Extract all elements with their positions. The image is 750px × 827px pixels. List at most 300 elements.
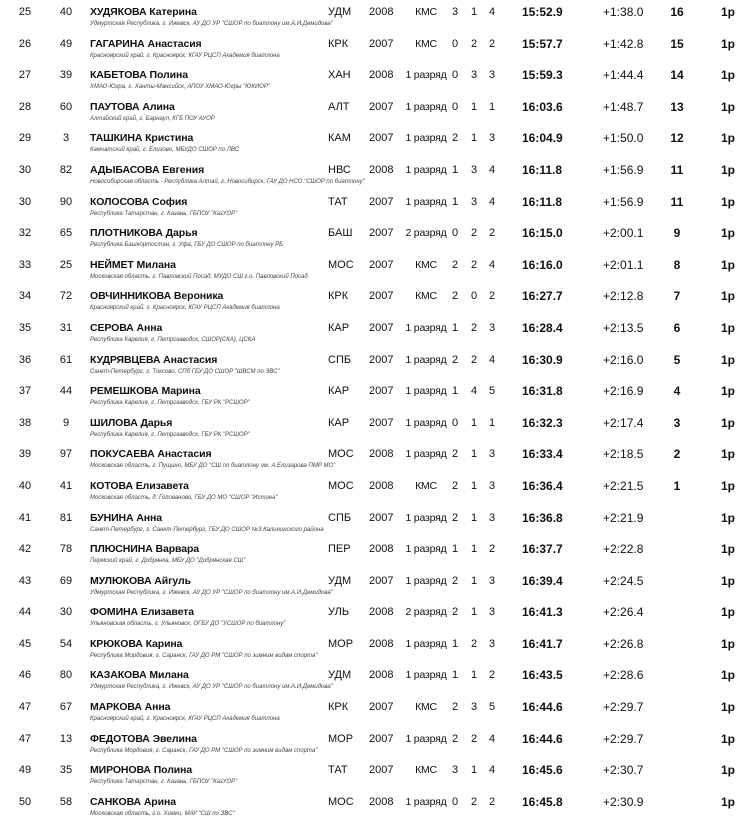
time-gap: +1:56.9 (603, 194, 644, 209)
bib-number: 41 (59, 479, 73, 492)
time-gap: +1:48.7 (603, 99, 644, 114)
bib-number: 65 (59, 227, 73, 240)
athlete-name: ХУДЯКОВА Катерина (90, 6, 197, 18)
sport-category: 1 разряд (405, 637, 447, 650)
table-row (0, 190, 750, 222)
shooting-total: 4 (488, 353, 496, 366)
sport-category: 1 разряд (405, 574, 447, 587)
birth-year: 2007 (369, 353, 394, 366)
time-gap: +2:29.7 (603, 700, 644, 715)
achieved-rank: 1р (720, 731, 735, 746)
achieved-rank: 1р (720, 636, 735, 651)
finish-time: 16:16.0 (522, 257, 563, 272)
shooting-total: 3 (488, 606, 496, 619)
bib-number: 81 (59, 511, 73, 524)
sport-category: КМС (415, 258, 437, 271)
region-code: МОС (328, 448, 354, 461)
region-code: УДМ (328, 669, 352, 682)
achieved-rank: 1р (720, 763, 735, 778)
table-row (0, 348, 750, 380)
time-gap: +2:16.9 (603, 384, 644, 399)
club-info: Удмуртская Республика, г. Ижевск, АУ ДО УР "СШОР по биатлону им.А.И.Демидова" (90, 21, 333, 27)
club-info: Санкт-Петербург, г. Токсово, СПб ГБУ ДО СШОР "ШВСМ по ЗВС" (90, 368, 280, 375)
sport-category: КМС (415, 479, 437, 492)
athlete-name: САНКОВА Арина (90, 795, 176, 808)
shooting-total: 3 (488, 132, 496, 145)
sport-category: 1 разряд (405, 511, 447, 524)
club-info: Санкт-Петербург, г. Санкт-Петербург, ГБУ ДО СШОР №3 Калининского района (90, 526, 324, 533)
points: 1 (673, 478, 681, 493)
region-code: БАШ (328, 227, 353, 240)
achieved-rank: 1р (720, 257, 735, 272)
finish-time: 16:44.6 (522, 731, 563, 746)
points: 14 (670, 68, 684, 83)
sport-category: 1 разряд (405, 448, 447, 461)
shooting-prone: 0 (451, 227, 459, 240)
athlete-name: БУНИНА Анна (90, 511, 163, 524)
achieved-rank: 1р (720, 478, 735, 493)
points: 9 (673, 226, 681, 241)
club-info: Республика Карелия, г. Петрозаводск, ГБУ РК "РСШОР" (90, 400, 250, 407)
shooting-prone: 2 (451, 448, 459, 461)
points: 7 (673, 289, 681, 304)
finish-time: 15:52.9 (522, 5, 563, 19)
shooting-prone: 1 (451, 543, 459, 556)
shooting-standing: 1 (470, 479, 478, 492)
achieved-rank: 1р (720, 99, 735, 114)
shooting-standing: 1 (470, 764, 478, 777)
bib-number: 54 (59, 637, 73, 650)
bib-number: 97 (59, 448, 73, 461)
shooting-prone: 2 (451, 574, 459, 587)
achieved-rank: 1р (720, 510, 735, 525)
athlete-name: АДЫБАСОВА Евгения (90, 163, 205, 176)
table-row (0, 316, 750, 348)
sport-category: 1 разряд (405, 669, 447, 682)
shooting-total: 3 (488, 321, 496, 334)
birth-year: 2007 (369, 258, 394, 271)
place: 39 (18, 448, 32, 461)
athlete-name: СЕРОВА Анна (90, 321, 163, 334)
shooting-prone: 2 (451, 258, 459, 271)
time-gap: +2:18.5 (603, 447, 644, 462)
table-row (0, 284, 750, 316)
achieved-rank: 1р (720, 68, 735, 83)
table-row (0, 126, 750, 158)
table-row (0, 63, 750, 95)
club-info: Республика Татарстан, г. Казань, ГБПОУ "КазУОР" (90, 779, 238, 786)
birth-year: 2007 (369, 574, 394, 587)
time-gap: +2:22.8 (603, 542, 644, 557)
time-gap: +1:50.0 (603, 131, 644, 146)
shooting-prone: 0 (451, 416, 459, 429)
shooting-standing: 3 (470, 69, 478, 82)
finish-time: 15:59.3 (522, 68, 563, 83)
place: 30 (18, 195, 32, 208)
birth-year: 2007 (369, 290, 394, 303)
sport-category: 2 разряд (405, 606, 447, 619)
sport-category: 1 разряд (405, 795, 447, 808)
table-row (0, 758, 750, 790)
region-code: ХАН (328, 69, 351, 82)
points: 3 (673, 415, 681, 430)
birth-year: 2008 (369, 163, 394, 176)
athlete-name: МУЛЮКОВА Айгуль (90, 574, 191, 587)
achieved-rank: 1р (720, 162, 735, 177)
bib-number: 58 (59, 795, 73, 808)
place: 38 (18, 416, 32, 429)
club-info: ХМАО-Югра, г. Ханты-Мансийск, АПОУ ХМАО-Югры "ЮКИОР" (90, 84, 271, 91)
sport-category: КМС (415, 701, 437, 714)
place: 32 (18, 227, 32, 240)
birth-year: 2007 (369, 132, 394, 145)
shooting-total: 4 (488, 6, 496, 18)
time-gap: +2:16.0 (603, 352, 644, 367)
shooting-total: 3 (488, 448, 496, 461)
shooting-prone: 1 (451, 321, 459, 334)
shooting-total: 4 (488, 195, 496, 208)
sport-category: 1 разряд (405, 100, 447, 113)
points: 8 (673, 257, 681, 272)
bib-number: 49 (59, 37, 73, 50)
shooting-prone: 1 (451, 637, 459, 650)
finish-time: 16:41.3 (522, 605, 563, 620)
region-code: КРК (328, 701, 349, 714)
club-info: Республика Мордовия, г. Саранск, ГАУ ДО РМ "СШОР по зимним видам спорта" (90, 652, 318, 659)
club-info: Республика Карелия, г. Петрозаводск, ГБУ РК "РСШОР" (90, 431, 250, 438)
achieved-rank: 1р (720, 573, 735, 588)
region-code: МОР (328, 732, 354, 745)
table-row (0, 474, 750, 506)
bib-number: 67 (59, 701, 73, 714)
shooting-standing: 3 (470, 701, 478, 714)
bib-number: 82 (59, 163, 73, 176)
shooting-prone: 2 (451, 732, 459, 745)
birth-year: 2007 (369, 732, 394, 745)
finish-time: 16:11.8 (522, 194, 563, 209)
finish-time: 16:04.9 (522, 131, 563, 146)
birth-year: 2008 (369, 795, 394, 808)
place: 42 (18, 543, 32, 556)
shooting-total: 3 (488, 479, 496, 492)
time-gap: +1:38.0 (603, 5, 644, 19)
time-gap: +1:44.4 (603, 68, 644, 83)
finish-time: 16:32.3 (522, 415, 563, 430)
table-row (0, 727, 750, 759)
bib-number: 78 (59, 543, 73, 556)
place: 30 (18, 163, 32, 176)
shooting-prone: 2 (451, 132, 459, 145)
time-gap: +1:56.9 (603, 162, 644, 177)
shooting-total: 2 (488, 795, 496, 808)
finish-time: 16:03.6 (522, 99, 563, 114)
bib-number: 13 (59, 732, 73, 745)
shooting-prone: 2 (451, 353, 459, 366)
shooting-prone: 0 (451, 37, 459, 50)
time-gap: +2:30.9 (603, 794, 644, 809)
time-gap: +2:29.7 (603, 731, 644, 746)
shooting-prone: 1 (451, 163, 459, 176)
place: 25 (18, 6, 32, 18)
finish-time: 16:15.0 (522, 226, 563, 241)
shooting-standing: 1 (470, 511, 478, 524)
finish-time: 16:11.8 (522, 162, 563, 177)
region-code: УЛЬ (328, 606, 350, 619)
athlete-name: ПЛЮСНИНА Варвара (90, 543, 200, 556)
achieved-rank: 1р (720, 384, 735, 399)
birth-year: 2008 (369, 637, 394, 650)
table-row (0, 253, 750, 285)
finish-time: 16:28.4 (522, 320, 563, 335)
birth-year: 2008 (369, 543, 394, 556)
sport-category: 1 разряд (405, 543, 447, 556)
shooting-standing: 2 (470, 795, 478, 808)
birth-year: 2008 (369, 6, 394, 18)
achieved-rank: 1р (720, 320, 735, 335)
bib-number: 60 (59, 100, 73, 113)
place: 50 (18, 795, 32, 808)
region-code: СПБ (328, 353, 352, 366)
place: 37 (18, 385, 32, 398)
athlete-name: НЕЙМЕТ Милана (90, 258, 176, 271)
time-gap: +2:00.1 (603, 226, 644, 241)
birth-year: 2008 (369, 606, 394, 619)
shooting-standing: 1 (470, 606, 478, 619)
time-gap: +2:24.5 (603, 573, 644, 588)
place: 33 (18, 258, 32, 271)
region-code: АЛТ (328, 100, 350, 113)
sport-category: 2 разряд (405, 227, 447, 240)
table-row (0, 158, 750, 190)
shooting-total: 4 (488, 163, 496, 176)
sport-category: 1 разряд (405, 195, 447, 208)
table-row (0, 32, 750, 64)
athlete-name: КАЗАКОВА Милана (90, 669, 189, 682)
bib-number: 72 (59, 290, 73, 303)
birth-year: 2008 (369, 669, 394, 682)
shooting-total: 3 (488, 574, 496, 587)
time-gap: +2:21.5 (603, 478, 644, 493)
table-row (0, 221, 750, 253)
place: 26 (18, 37, 32, 50)
region-code: КАР (328, 416, 350, 429)
club-info: Красноярский край, г. Красноярск, КГАУ РЦСП Академия биатлона (90, 305, 280, 312)
sport-category: КМС (415, 764, 437, 777)
bib-number: 40 (59, 6, 73, 18)
club-info: Республика Карелия, г. Петрозаводск, СШОР(СКА), ЦСКА (90, 336, 256, 343)
place: 41 (18, 511, 32, 524)
points: 2 (673, 447, 681, 462)
time-gap: +2:28.6 (603, 668, 644, 683)
shooting-total: 3 (488, 637, 496, 650)
shooting-standing: 2 (470, 227, 478, 240)
bib-number: 9 (62, 416, 70, 429)
athlete-name: МАРКОВА Анна (90, 701, 171, 714)
table-row (0, 569, 750, 601)
achieved-rank: 1р (720, 668, 735, 683)
shooting-prone: 1 (451, 669, 459, 682)
shooting-total: 2 (488, 227, 496, 240)
athlete-name: МИРОНОВА Полина (90, 764, 193, 777)
sport-category: 1 разряд (405, 416, 447, 429)
points: 4 (673, 384, 681, 399)
place: 36 (18, 353, 32, 366)
shooting-standing: 1 (470, 6, 478, 18)
club-info: Удмуртская Республика, г. Ижевск, АУ ДО УР "СШОР по биатлону им.А.И.Демидова" (90, 684, 333, 691)
place: 40 (18, 479, 32, 492)
time-gap: +2:21.9 (603, 510, 644, 525)
club-info: Московская область, г. Пущино, МБУ ДО "СШ по биатлону им. А.Елизарова ПМР МО" (90, 463, 336, 470)
sport-category: 1 разряд (405, 732, 447, 745)
shooting-total: 5 (488, 701, 496, 714)
club-info: Камчатский край, г. Елизово, МБУДО СШОР по ЛВС (90, 147, 240, 154)
shooting-total: 2 (488, 37, 496, 50)
birth-year: 2008 (369, 479, 394, 492)
place: 43 (18, 574, 32, 587)
time-gap: +2:13.5 (603, 320, 644, 335)
place: 28 (18, 100, 32, 113)
region-code: МОС (328, 258, 354, 271)
points: 15 (670, 36, 684, 51)
region-code: МОС (328, 795, 354, 808)
birth-year: 2007 (369, 385, 394, 398)
club-info: Республика Татарстан, г. Казань, ГБПОУ "КазУОР" (90, 210, 238, 217)
bib-number: 31 (59, 321, 73, 334)
shooting-standing: 4 (470, 385, 478, 398)
shooting-total: 2 (488, 669, 496, 682)
region-code: СПБ (328, 511, 352, 524)
shooting-prone: 0 (451, 795, 459, 808)
athlete-name: ШИЛОВА Дарья (90, 416, 173, 429)
achieved-rank: 1р (720, 542, 735, 557)
place: 27 (18, 69, 32, 82)
shooting-standing: 2 (470, 321, 478, 334)
birth-year: 2007 (369, 321, 394, 334)
table-row (0, 695, 750, 727)
region-code: КРК (328, 290, 349, 303)
achieved-rank: 1р (720, 700, 735, 715)
finish-time: 16:37.7 (522, 542, 563, 557)
sport-category: КМС (415, 290, 437, 303)
place: 35 (18, 321, 32, 334)
shooting-prone: 2 (451, 606, 459, 619)
finish-time: 16:45.8 (522, 794, 563, 809)
table-row (0, 632, 750, 664)
place: 29 (18, 132, 32, 145)
club-info: Новосибирская область - Республика Алтай, г. Новосибирск, ГАУ ДО НСО "СШОР по биатлону" (90, 178, 365, 185)
club-info: Алтайский край, г. Барнаул, КГБ ПОУ АУОР (90, 115, 215, 122)
shooting-standing: 3 (470, 195, 478, 208)
birth-year: 2007 (369, 227, 394, 240)
club-info: Московская область, г.о. Химки, МАУ "СШ по ЗВС" (90, 810, 235, 817)
region-code: ПЕР (328, 543, 351, 556)
bib-number: 44 (59, 385, 73, 398)
time-gap: +2:26.8 (603, 636, 644, 651)
birth-year: 2007 (369, 195, 394, 208)
shooting-total: 4 (488, 258, 496, 271)
finish-time: 16:36.8 (522, 510, 563, 525)
region-code: УДМ (328, 574, 352, 587)
shooting-standing: 1 (470, 543, 478, 556)
bib-number: 61 (59, 353, 73, 366)
club-info: Пермский край, г. Добрянка, МБУ ДО "Добрянская СШ" (90, 558, 246, 565)
shooting-standing: 2 (470, 353, 478, 366)
finish-time: 16:27.7 (522, 289, 563, 304)
time-gap: +2:01.1 (603, 257, 644, 272)
shooting-prone: 1 (451, 195, 459, 208)
club-info: Республика Мордовия, г. Саранск, ГАУ ДО РМ "СШОР по зимним видам спорта" (90, 747, 318, 754)
athlete-name: КУДРЯВЦЕВА Анастасия (90, 353, 218, 366)
shooting-prone: 1 (451, 385, 459, 398)
shooting-standing: 1 (470, 100, 478, 113)
achieved-rank: 1р (720, 194, 735, 209)
sport-category: 1 разряд (405, 69, 447, 82)
bib-number: 30 (59, 606, 73, 619)
region-code: ТАТ (328, 195, 348, 208)
shooting-total: 5 (488, 385, 496, 398)
achieved-rank: 1р (720, 131, 735, 146)
shooting-total: 1 (488, 416, 496, 429)
club-info: Московская область, д. Голованово, ГБУ ДО МО "СШОР "Истина" (90, 494, 278, 501)
club-info: Республика Башкортостан, г. Уфа, ГБУ ДО СШОР по биатлону РБ (90, 242, 284, 249)
club-info: Красноярский край, г. Красноярск, КГАУ РЦСП Академия биатлона (90, 52, 280, 59)
table-row (0, 600, 750, 632)
table-row (0, 663, 750, 695)
shooting-prone: 0 (451, 100, 459, 113)
table-row (0, 379, 750, 411)
club-info: Ульяновская область, г. Ульяновск, ОГБУ ДО "УСШОР по биатлону" (90, 621, 286, 628)
sport-category: 1 разряд (405, 385, 447, 398)
region-code: КАР (328, 321, 350, 334)
finish-time: 16:39.4 (522, 573, 563, 588)
athlete-name: ТАШКИНА Кристина (90, 132, 194, 145)
shooting-prone: 2 (451, 290, 459, 303)
shooting-standing: 2 (470, 37, 478, 50)
points: 11 (670, 194, 684, 209)
sport-category: 1 разряд (405, 321, 447, 334)
bib-number: 80 (59, 669, 73, 682)
region-code: КРК (328, 37, 349, 50)
shooting-prone: 2 (451, 511, 459, 524)
bib-number: 25 (59, 258, 73, 271)
shooting-standing: 0 (470, 290, 478, 303)
achieved-rank: 1р (720, 352, 735, 367)
achieved-rank: 1р (720, 415, 735, 430)
sport-category: 1 разряд (405, 163, 447, 176)
shooting-standing: 2 (470, 258, 478, 271)
bib-number: 69 (59, 574, 73, 587)
region-code: НВС (328, 163, 351, 176)
athlete-name: ПАУТОВА Алина (90, 100, 175, 113)
place: 47 (18, 701, 32, 714)
points: 6 (673, 320, 681, 335)
points: 11 (670, 162, 684, 177)
shooting-total: 4 (488, 732, 496, 745)
region-code: КАМ (328, 132, 351, 145)
achieved-rank: 1р (720, 794, 735, 809)
table-row (0, 537, 750, 569)
shooting-prone: 3 (451, 6, 459, 18)
table-row (0, 411, 750, 443)
shooting-total: 3 (488, 69, 496, 82)
place: 46 (18, 669, 32, 682)
sport-category: КМС (415, 37, 437, 50)
place: 45 (18, 637, 32, 650)
region-code: УДМ (328, 6, 352, 18)
finish-time: 16:36.4 (522, 478, 563, 493)
place: 47 (18, 732, 32, 745)
birth-year: 2008 (369, 448, 394, 461)
